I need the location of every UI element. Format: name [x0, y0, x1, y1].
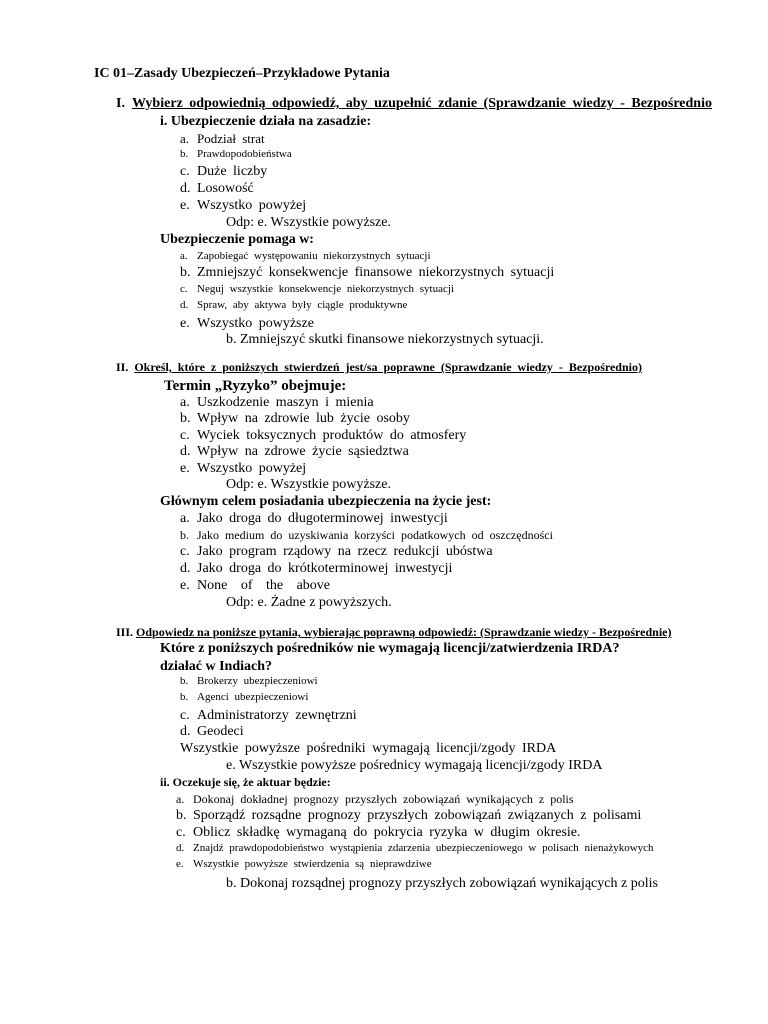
option-text: Neguj wszystkie konsekwencje niekorzystnych sytuacji [197, 283, 454, 295]
option-2-2-e[interactable] [180, 579, 330, 593]
option-1-2-b[interactable] [180, 266, 554, 280]
option-text: Zmniejszyć konsekwencje finansowe niekorzystnych sytuacji [197, 265, 555, 280]
option-text: Losowość [197, 181, 254, 196]
option-label: b. [180, 675, 189, 687]
option-text: Wszystko powyższe [197, 316, 314, 331]
option-2-1-b[interactable] [180, 412, 410, 426]
option-1-1-a[interactable] [180, 132, 265, 145]
option-label: b. [180, 691, 189, 703]
section-2-heading [116, 361, 642, 373]
option-1-1-d[interactable] [180, 182, 254, 196]
option-text: Duże liczby [197, 164, 268, 179]
question-3-1-text-line2: działać w Indiach? [160, 659, 273, 674]
option-text: Oblicz składkę wymaganą do pokrycia ryzyka w długim okresie. [193, 825, 581, 840]
option-text: Geodeci [197, 724, 244, 739]
option-text: Dokonaj dokładnej prognozy przyszłych zobowiązań wynikających z polis [193, 792, 574, 806]
option-3-2-a[interactable] [176, 793, 574, 805]
option-2-1-e[interactable] [180, 462, 306, 476]
option-3-1-c[interactable] [180, 709, 357, 723]
option-label: b. [180, 528, 189, 542]
option-2-2-b[interactable] [180, 529, 553, 541]
option-3-2-b[interactable] [176, 809, 641, 823]
option-label: c. [180, 544, 190, 559]
section-3-heading [116, 626, 671, 638]
option-label: c. [180, 708, 190, 723]
option-1-1-e[interactable] [180, 199, 306, 213]
option-3-1-b2[interactable] [180, 692, 308, 703]
option-text: Wyciek toksycznych produktów do atmosfery [197, 428, 467, 443]
option-3-1-b1[interactable] [180, 676, 318, 687]
option-text: Agenci ubezpieczeniowi [197, 691, 309, 703]
answer-3-2: b. Dokonaj rozsądnej prognozy przyszłych zobowiązań wynikających z polis [226, 876, 658, 891]
option-label: b. [176, 808, 187, 823]
answer-1-2: b. Zmniejszyć skutki finansowe niekorzystnych sytuacji. [226, 332, 544, 347]
section-3-heading-text: Odpowiedz na poniższe pytania, wybierając poprawną odpowiedź: (Sprawdzanie wiedzy - Bezpośrednie) [136, 625, 672, 639]
section-2-heading-text: Określ, które z poniższych stwierdzeń jest/sa poprawne (Sprawdzanie wiedzy - Bezpośrednio) [134, 360, 642, 374]
option-label: a. [180, 131, 190, 146]
option-label: d. [180, 724, 191, 739]
option-label: a. [176, 792, 185, 806]
option-text: Sporządź rozsądne prognozy przyszłych zobowiązań związanych z polisami [193, 808, 642, 823]
option-text: Wpływ na zdrowe życie sąsiedztwa [197, 444, 409, 459]
option-label: e. [180, 198, 190, 213]
option-label: b. [180, 411, 191, 426]
option-3-2-d[interactable] [176, 843, 654, 854]
option-1-2-a[interactable] [180, 251, 431, 262]
option-text: Brokerzy ubezpieczeniowi [197, 675, 318, 687]
answer-2-2: Odp: e. Żadne z powyższych. [226, 595, 392, 610]
question-3-2-text: ii. Oczekuje się, że aktuar będzie: [160, 775, 331, 789]
option-text: Spraw, aby aktywa były ciągle produktywne [197, 299, 408, 311]
option-1-2-e[interactable] [180, 317, 314, 331]
section-1-heading-text: Wybierz odpowiednią odpowiedź, aby uzupełnić zdanie (Sprawdzanie wiedzy - Bezpośrednio [131, 96, 712, 111]
option-label: e. [180, 461, 190, 476]
option-text: Prawdopodobieństwa [197, 148, 292, 160]
option-text: Zapobiegać występowaniu niekorzystnych sytuacji [197, 250, 431, 262]
option-text: Uszkodzenie maszyn i mienia [197, 395, 374, 410]
option-text: None of the above [197, 578, 331, 593]
option-1-1-b[interactable] [180, 149, 292, 160]
option-text: Wszystkie powyższe stwierdzenia są nieprawdziwe [193, 858, 432, 870]
option-2-2-a[interactable] [180, 512, 448, 526]
option-3-2-c[interactable] [176, 826, 581, 840]
option-label: d. [180, 299, 189, 311]
option-label: a. [180, 511, 190, 526]
section-1-heading [116, 97, 712, 111]
option-label: c. [180, 428, 190, 443]
option-text: Jako medium do uzyskiwania korzyści podatkowych od oszczędności [197, 528, 553, 542]
option-text: Jako droga do krótkoterminowej inwestycji [197, 561, 453, 576]
option-2-1-a[interactable] [180, 396, 374, 410]
section-1-numeral: I. [116, 96, 125, 111]
option-2-1-c[interactable] [180, 429, 466, 443]
option-1-2-d[interactable] [180, 300, 407, 311]
section-2-numeral: II. [116, 360, 129, 374]
option-text: Administratorzy zewnętrzni [197, 708, 357, 723]
option-2-2-c[interactable] [180, 545, 493, 559]
option-1-1-c[interactable] [180, 165, 267, 179]
option-text: Znajdź prawdopodobieństwo wystąpienia zdarzenia ubezpieczeniowego w polisach nienażykowych [193, 842, 654, 854]
question-2-2-text: Głównym celem posiadania ubezpieczenia na życie jest: [160, 494, 492, 509]
answer-3-1: e. Wszystkie powyższe pośrednicy wymagają licencji/zgody IRDA [226, 758, 603, 773]
option-text: Jako droga do długoterminowej inwestycji [197, 511, 448, 526]
option-label: a. [180, 250, 188, 262]
option-label: c. [180, 283, 188, 295]
option-text: Wpływ na zdrowie lub życie osoby [197, 411, 410, 426]
option-label: b. [180, 148, 189, 160]
option-3-1-d[interactable] [180, 725, 244, 739]
question-1-2-text: Ubezpieczenie pomaga w: [160, 232, 314, 247]
option-label: d. [180, 561, 191, 576]
answer-1-1: Odp: e. Wszystkie powyższe. [226, 215, 391, 230]
option-label: c. [176, 825, 186, 840]
option-text: Wszystko powyżej [197, 198, 307, 213]
option-2-1-d[interactable] [180, 445, 409, 459]
option-label: b. [180, 265, 191, 280]
option-text: Jako program rządowy na rzecz redukcji ubóstwa [197, 544, 493, 559]
option-3-2-e[interactable] [176, 859, 432, 870]
option-label: e. [176, 858, 184, 870]
question-2-1-text: Termin „Ryzyko” obejmuje: [164, 378, 347, 394]
question-3-1-text-line1: Które z poniższych pośredników nie wymagają licencji/zatwierdzenia IRDA? [160, 641, 620, 656]
option-label: d. [176, 842, 185, 854]
option-label: d. [180, 444, 191, 459]
option-label: e. [180, 578, 190, 593]
question-1-1-text: i. Ubezpieczenie działa na zasadzie: [160, 114, 372, 129]
answer-2-1: Odp: e. Wszystkie powyższe. [226, 477, 391, 492]
option-2-2-d[interactable] [180, 562, 452, 576]
option-text: Podział strat [197, 131, 265, 146]
option-label: e. [180, 316, 190, 331]
document-title: IC 01–Zasady Ubezpieczeń–Przykładowe Pytania [94, 66, 390, 81]
option-label: a. [180, 395, 190, 410]
option-1-2-c[interactable] [180, 284, 454, 295]
option-label: d. [180, 181, 191, 196]
section-3-numeral: III. [116, 625, 134, 639]
option-label: c. [180, 164, 190, 179]
question-3-1-extra-line: Wszystkie powyższe pośredniki wymagają licencji/zgody IRDA [180, 741, 557, 756]
option-text: Wszystko powyżej [197, 461, 307, 476]
